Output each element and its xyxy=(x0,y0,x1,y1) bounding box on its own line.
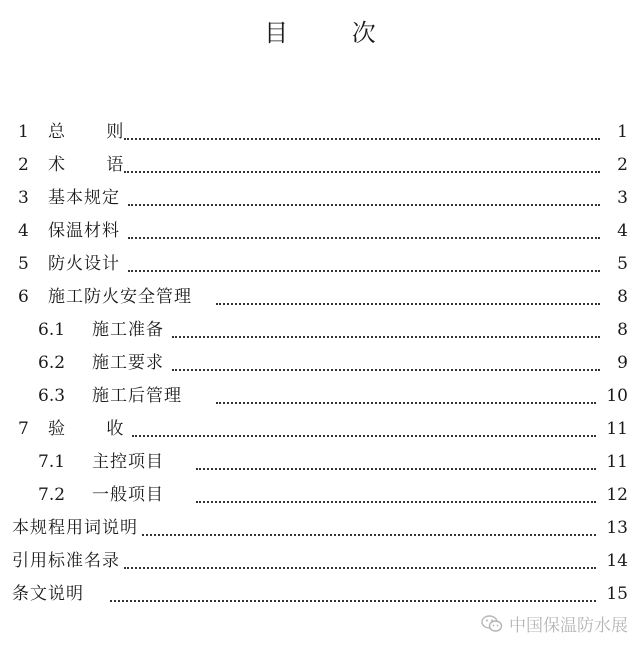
toc-entry-number: 1 xyxy=(18,122,29,142)
toc-entry-page: 4 xyxy=(617,221,628,241)
toc-entry-label: 主控项目 xyxy=(92,452,164,472)
toc-entry-7[interactable] xyxy=(0,415,640,443)
toc-entry-label: 术 语 xyxy=(48,155,142,175)
toc-entry-page: 13 xyxy=(606,518,628,538)
toc-entry-6[interactable] xyxy=(0,283,640,311)
watermark xyxy=(481,611,628,636)
page-title: 目 次 xyxy=(264,19,404,47)
toc-entry-number: 7 xyxy=(18,419,29,439)
toc-entry-1[interactable] xyxy=(0,118,640,146)
toc-entry-page: 10 xyxy=(606,386,628,406)
toc-entry-2[interactable] xyxy=(0,151,640,179)
wechat-icon xyxy=(481,615,503,633)
toc-entry-page: 15 xyxy=(606,584,628,604)
toc-leader-dots xyxy=(132,423,596,437)
toc-entry-number: 4 xyxy=(18,221,29,241)
toc-entry-page: 11 xyxy=(606,452,628,472)
toc-entry-page: 9 xyxy=(617,353,628,373)
toc-leader-dots xyxy=(128,225,600,239)
toc-entry-number: 6.3 xyxy=(38,386,66,406)
toc-leader-dots xyxy=(196,456,596,470)
toc-leader-dots xyxy=(142,522,596,536)
toc-entry-number: 7.1 xyxy=(38,452,66,472)
toc-leader-dots xyxy=(110,588,596,602)
toc-entry-4[interactable] xyxy=(0,217,640,245)
toc-entry-explanations[interactable] xyxy=(0,580,640,608)
toc-entry-page: 8 xyxy=(617,320,628,340)
toc-entry-number: 6 xyxy=(18,287,29,307)
toc-entry-label: 验 收 xyxy=(48,419,142,439)
toc-entry-label: 引用标准名录 xyxy=(12,551,120,571)
toc-entry-label: 本规程用词说明 xyxy=(12,518,138,538)
toc-leader-dots xyxy=(216,291,600,305)
toc-entry-page: 5 xyxy=(617,254,628,274)
toc-entry-6-2[interactable] xyxy=(0,349,640,377)
toc-entry-number: 2 xyxy=(18,155,29,175)
toc-entry-usage-notes[interactable] xyxy=(0,514,640,542)
toc-entry-label: 总 则 xyxy=(48,122,142,142)
toc-entry-page: 11 xyxy=(606,419,628,439)
toc-entry-number: 3 xyxy=(18,188,29,208)
toc-entry-7-2[interactable] xyxy=(0,481,640,509)
toc-entry-number: 6.1 xyxy=(38,320,66,340)
toc-leader-dots xyxy=(124,159,600,173)
toc-leader-dots xyxy=(172,357,600,371)
toc-entry-label: 施工准备 xyxy=(92,320,164,340)
toc-entry-page: 3 xyxy=(617,188,628,208)
toc-entry-number: 7.2 xyxy=(38,485,66,505)
toc-entry-3[interactable] xyxy=(0,184,640,212)
toc-entry-label: 基本规定 xyxy=(48,188,120,208)
watermark-text: 中国保温防水展 xyxy=(509,616,628,636)
toc-entry-label: 施工后管理 xyxy=(92,386,182,406)
toc-entry-number: 5 xyxy=(18,254,29,274)
toc-entry-page: 2 xyxy=(617,155,628,175)
toc-leader-dots xyxy=(124,555,596,569)
toc-entry-6-1[interactable] xyxy=(0,316,640,344)
toc-entry-label: 防火设计 xyxy=(48,254,120,274)
toc-leader-dots xyxy=(128,258,600,272)
toc-entry-referenced-standards[interactable] xyxy=(0,547,640,575)
toc-entry-label: 施工防火安全管理 xyxy=(48,287,192,307)
toc-leader-dots xyxy=(172,324,600,338)
toc-leader-dots xyxy=(124,126,600,140)
toc-entry-label: 条文说明 xyxy=(12,584,84,604)
toc-entry-7-1[interactable] xyxy=(0,448,640,476)
toc-entry-6-3[interactable] xyxy=(0,382,640,410)
toc-entry-page: 8 xyxy=(617,287,628,307)
toc-entry-label: 保温材料 xyxy=(48,221,120,241)
toc-leader-dots xyxy=(216,390,596,404)
toc-entry-label: 施工要求 xyxy=(92,353,164,373)
toc-entry-page: 12 xyxy=(606,485,628,505)
toc-leader-dots xyxy=(196,489,596,503)
toc-entry-label: 一般项目 xyxy=(92,485,164,505)
toc-entry-5[interactable] xyxy=(0,250,640,278)
toc-entry-page: 14 xyxy=(606,551,628,571)
toc-leader-dots xyxy=(128,192,600,206)
toc-entry-page: 1 xyxy=(617,122,628,142)
toc-entry-number: 6.2 xyxy=(38,353,66,373)
